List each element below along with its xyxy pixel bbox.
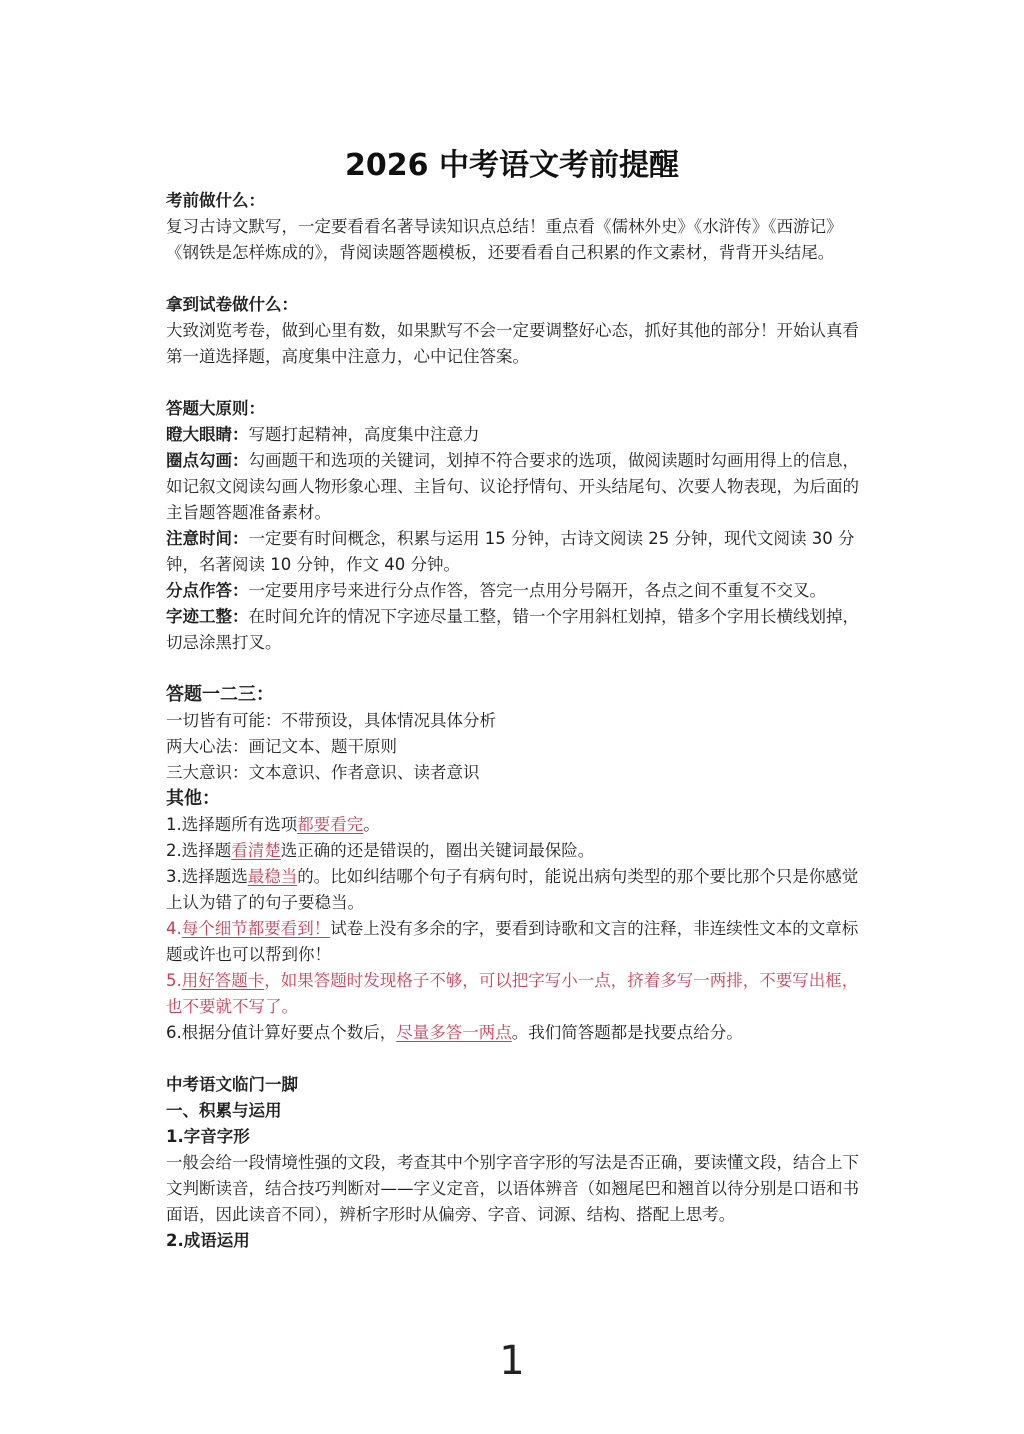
section-heading: 考前做什么： — [166, 191, 265, 210]
tip-text: 。 — [363, 815, 380, 834]
principle-item — [166, 422, 866, 448]
principle-label: 分点作答： — [166, 581, 249, 600]
section-heading: 答题大原则： — [166, 399, 265, 418]
section-heading: 拿到试卷做什么： — [166, 295, 298, 314]
document-body — [166, 188, 866, 1254]
page-number: 1 — [499, 1338, 525, 1384]
list-line: 三大意识：文本意识、作者意识、读者意识 — [166, 763, 480, 782]
tip-highlight: 最稳当 — [247, 867, 298, 886]
principle-label: 注意时间： — [166, 529, 249, 548]
tip-item — [166, 1020, 866, 1046]
list-line: 两大心法：画记文本、题干原则 — [166, 737, 397, 756]
tip-text: 。我们简答题都是找要点给分。 — [511, 1023, 743, 1042]
principle-label: 字迹工整： — [166, 607, 249, 626]
principle-text: 勾画题干和选项的关键词，划掉不符合要求的选项，做阅读题时勾画用得上的信息，如记叙文阅读勾画人物形象心理、主旨句、议论抒情句、开头结尾句、次要人物表现，为后面的主旨题答题准备素材。 — [166, 451, 859, 522]
tip-item — [166, 838, 866, 864]
principle-text: 一定要有时间概念，积累与运用 15 分钟，古诗文阅读 25 分钟，现代文阅读 30 分钟，名著阅读 10 分钟，作文 40 分钟。 — [166, 529, 855, 574]
principle-text: 一定要用序号来进行分点作答，答完一点用分号隔开，各点之间不重复不交叉。 — [248, 581, 826, 600]
tip-highlight: 用好答题卡 — [181, 971, 265, 990]
document-title: 2026 中考语文考前提醒 — [345, 148, 679, 183]
paragraph: 大致浏览考卷，做到心里有数，如果默写不会一定要调整好心态，抓好其他的部分！开始认真看第一道选择题，高度集中注意力，心中记住答案。 — [166, 321, 859, 366]
principle-item — [166, 604, 866, 656]
tip-text: 4. — [166, 919, 182, 938]
tip-text: 1.选择题所有选项 — [166, 815, 298, 834]
tip-text: 6.根据分值计算好要点个数后， — [166, 1023, 397, 1042]
subsection-heading: 1.字音字形 — [166, 1127, 250, 1146]
tip-highlight: 每个细节都要看到！ — [181, 919, 331, 938]
principle-item — [166, 526, 866, 578]
principle-item — [166, 448, 866, 526]
tip-item — [166, 916, 866, 968]
tip-text: 试卷上没有多余的字，要看到诗歌和文言的注释，非连续性文本的文章标题或许也可以帮到你！ — [166, 919, 859, 964]
subsection-heading: 一、积累与运用 — [166, 1101, 282, 1120]
tip-text: 的。比如纠结哪个句子有病句时，能说出病句类型的那个要比那个只是你感觉上认为错了的句子要稳当。 — [166, 867, 859, 912]
paragraph: 复习古诗文默写，一定要看看名著导读知识点总结！重点看《儒林外史》《水浒传》《西游记》《钢铁是怎样炼成的》，背阅读题答题模板，还要看看自己积累的作文素材，背背开头结尾。 — [166, 217, 843, 262]
section-heading: 其他： — [166, 788, 220, 809]
section-heading: 答题一二三： — [166, 684, 274, 705]
tip-highlight: 都要看完 — [297, 815, 364, 834]
tip-text: 5. — [166, 971, 182, 990]
section-heading: 中考语文临门一脚 — [166, 1075, 298, 1094]
principle-text: 写题打起精神，高度集中注意力 — [248, 425, 480, 444]
tip-item — [166, 968, 866, 1020]
paragraph: 一般会给一段情境性强的文段，考查其中个别字音字形的写法是否正确，要读懂文段，结合上下文判断读音，结合技巧判断对——字义定音，以语体辨音（如翘尾巴和翘首以待分别是口语和书面语，因此读音不同），辨析字形时从偏旁、字音、词源、结构、搭配上思考。 — [166, 1153, 859, 1224]
principle-label: 圈点勾画： — [166, 451, 249, 470]
tip-text: ，如果答题时发现格子不够，可以把字写小一点，挤着多写一两排，不要写出框，也不要就不写了。 — [166, 971, 859, 1016]
subsection-heading: 2.成语运用 — [166, 1231, 250, 1250]
tip-highlight: 看清楚 — [231, 841, 281, 860]
tip-item — [166, 812, 866, 838]
principle-item — [166, 578, 866, 604]
tip-text: 3.选择题选 — [166, 867, 248, 886]
principle-text: 在时间允许的情况下字迹尽量工整，错一个字用斜杠划掉，错多个字用长横线划掉，切忌涂黑打叉。 — [166, 607, 859, 652]
tip-highlight: 尽量多答一两点 — [396, 1023, 512, 1042]
principle-label: 瞪大眼睛： — [166, 425, 249, 444]
tip-item — [166, 864, 866, 916]
tip-text: 2.选择题 — [166, 841, 232, 860]
list-line: 一切皆有可能：不带预设，具体情况具体分析 — [166, 711, 496, 730]
tip-text: 选正确的还是错误的，圈出关键词最保险。 — [280, 841, 595, 860]
